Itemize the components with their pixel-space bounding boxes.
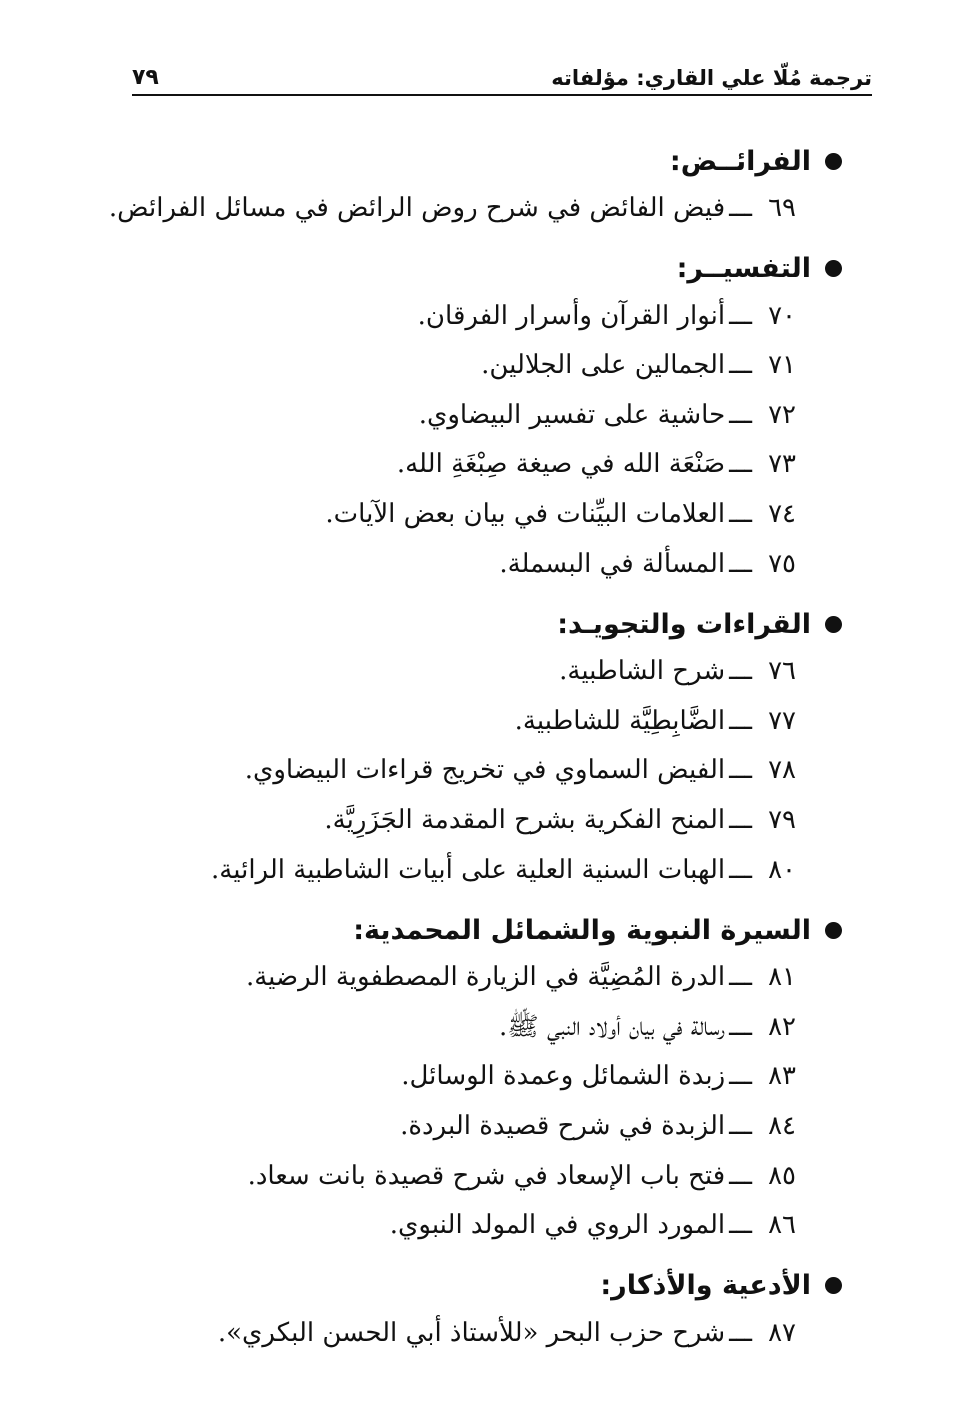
bullet-icon [825, 1277, 842, 1294]
dash-separator: ـــ [729, 498, 752, 529]
entry-list [90, 647, 842, 895]
bullet-icon [825, 153, 842, 170]
entry-number: ٧٦ [768, 656, 796, 687]
entry-title: الدرة المُضِيَّة في الزيارة المصطفوية الرضية. [245, 962, 726, 993]
dash-separator: ـــ [729, 854, 752, 885]
entry-title: المنح الفكرية بشرح المقدمة الجَزَرِيَّة. [324, 804, 726, 835]
section-heading [90, 246, 842, 292]
dash-separator: ـــ [729, 962, 752, 993]
entry-list [90, 1309, 842, 1359]
entry-title: الزبدة في شرح قصيدة البردة. [400, 1110, 726, 1141]
section-adiya [90, 1263, 842, 1359]
entry-title: المورد الروي في المولد النبوي. [389, 1210, 726, 1241]
entry-number: ٨٣ [768, 1061, 796, 1092]
bullet-icon [825, 260, 842, 277]
dash-separator: ـــ [729, 1160, 752, 1191]
list-item [90, 1309, 842, 1359]
entry-title: أنوار القرآن وأسرار الفرقان. [417, 300, 726, 331]
dash-separator: ـــ [729, 705, 752, 736]
list-item [90, 391, 842, 441]
dash-separator: ـــ [729, 1317, 752, 1348]
list-item [90, 292, 842, 342]
entry-number: ٧٠ [768, 300, 796, 331]
section-faraid [90, 138, 842, 234]
entry-list [90, 292, 842, 590]
entry-list [90, 953, 842, 1251]
list-item [90, 1102, 842, 1152]
entry-number: ٦٩ [768, 193, 796, 223]
list-item [90, 746, 842, 796]
entry-list [90, 184, 842, 234]
section-title: القراءات والتجويـد: [557, 608, 811, 640]
entry-number: ٨١ [768, 962, 796, 993]
list-item [90, 647, 842, 697]
entry-title: صَنْعَة الله في صيغة صِبْغَةِ الله. [396, 449, 726, 480]
entry-number: ٨٧ [768, 1317, 796, 1348]
entry-number: ٨٠ [768, 854, 796, 885]
dash-separator: ـــ [729, 548, 752, 579]
list-item [90, 1201, 842, 1251]
list-item [90, 440, 842, 490]
entry-title: شرح الشاطبية. [559, 656, 726, 687]
section-title: الفرائــض: [669, 145, 811, 177]
entry-title: الهبات السنية العلية على أبيات الشاطبية الرائية. [211, 854, 726, 885]
section-heading [90, 601, 842, 647]
entry-title: زبدة الشمائل وعمدة الوسائل. [401, 1061, 726, 1092]
entry-title: رسالة في بيان أولاد النبي ﷺ. [499, 1011, 726, 1042]
running-header [132, 50, 872, 96]
entry-number: ٧٩ [768, 804, 796, 835]
section-title: التفسيــر: [676, 253, 811, 285]
entry-number: ٧٣ [768, 449, 796, 480]
dash-separator: ـــ [729, 350, 752, 381]
entry-title: المسألة في البسملة. [499, 548, 726, 579]
list-item [90, 1003, 842, 1053]
section-title: السيرة النبوية والشمائل المحمدية: [353, 914, 811, 946]
entry-title: الجمالين على الجلالين. [481, 350, 726, 381]
section-tafsir [90, 246, 842, 590]
entry-number: ٧١ [768, 350, 796, 381]
entry-title: الفيض السماوي في تخريج قراءات البيضاوي. [244, 755, 726, 786]
list-item [90, 1152, 842, 1202]
entry-number: ٨٦ [768, 1210, 796, 1241]
works-list [90, 138, 842, 1370]
dash-separator: ـــ [729, 449, 752, 480]
running-title: ترجمة مُلّا علي القاري: مؤلفاته [551, 66, 872, 90]
entry-number: ٧٤ [768, 498, 796, 529]
entry-number: ٨٢ [768, 1011, 796, 1042]
entry-title: شرح حزب البحر «للأستاذ أبي الحسن البكري». [217, 1317, 726, 1348]
entry-number: ٧٢ [768, 399, 796, 430]
list-item [90, 1052, 842, 1102]
dash-separator: ـــ [729, 1061, 752, 1092]
entry-title: الضَّابِطِيَّة للشاطبية. [514, 705, 726, 736]
bullet-icon [825, 616, 842, 633]
section-sira [90, 907, 842, 1251]
dash-separator: ـــ [729, 1210, 752, 1241]
entry-number: ٧٨ [768, 755, 796, 786]
dash-separator: ـــ [729, 399, 752, 430]
dash-separator: ـــ [729, 1110, 752, 1141]
entry-title: حاشية على تفسير البيضاوي. [418, 399, 726, 430]
entry-title: فيض الفائض في شرح روض الرائض في مسائل الفرائض. [108, 193, 726, 223]
list-item [90, 796, 842, 846]
page-number: ٧٩ [132, 65, 159, 90]
entry-title: فتح باب الإسعاد في شرح قصيدة بانت سعاد. [247, 1160, 726, 1191]
entry-number: ٨٤ [768, 1110, 796, 1141]
entry-number: ٨٥ [768, 1160, 796, 1191]
entry-number: ٧٥ [768, 548, 796, 579]
section-qiraat [90, 601, 842, 895]
section-title: الأدعية والأذكار: [600, 1270, 811, 1302]
list-item [90, 341, 842, 391]
list-item [90, 490, 842, 540]
entry-number: ٧٧ [768, 705, 796, 736]
list-item [90, 697, 842, 747]
bullet-icon [825, 922, 842, 939]
dash-separator: ـــ [729, 300, 752, 331]
dash-separator: ـــ [729, 804, 752, 835]
section-heading [90, 907, 842, 953]
entry-title: العلامات البيِّنات في بيان بعض الآيات. [325, 498, 726, 529]
dash-separator: ـــ [729, 193, 752, 223]
list-item [90, 540, 842, 590]
dash-separator: ـــ [729, 1011, 752, 1042]
dash-separator: ـــ [729, 755, 752, 786]
list-item [90, 184, 842, 234]
list-item [90, 953, 842, 1003]
dash-separator: ـــ [729, 656, 752, 687]
section-heading [90, 138, 842, 184]
section-heading [90, 1263, 842, 1309]
list-item [90, 846, 842, 896]
